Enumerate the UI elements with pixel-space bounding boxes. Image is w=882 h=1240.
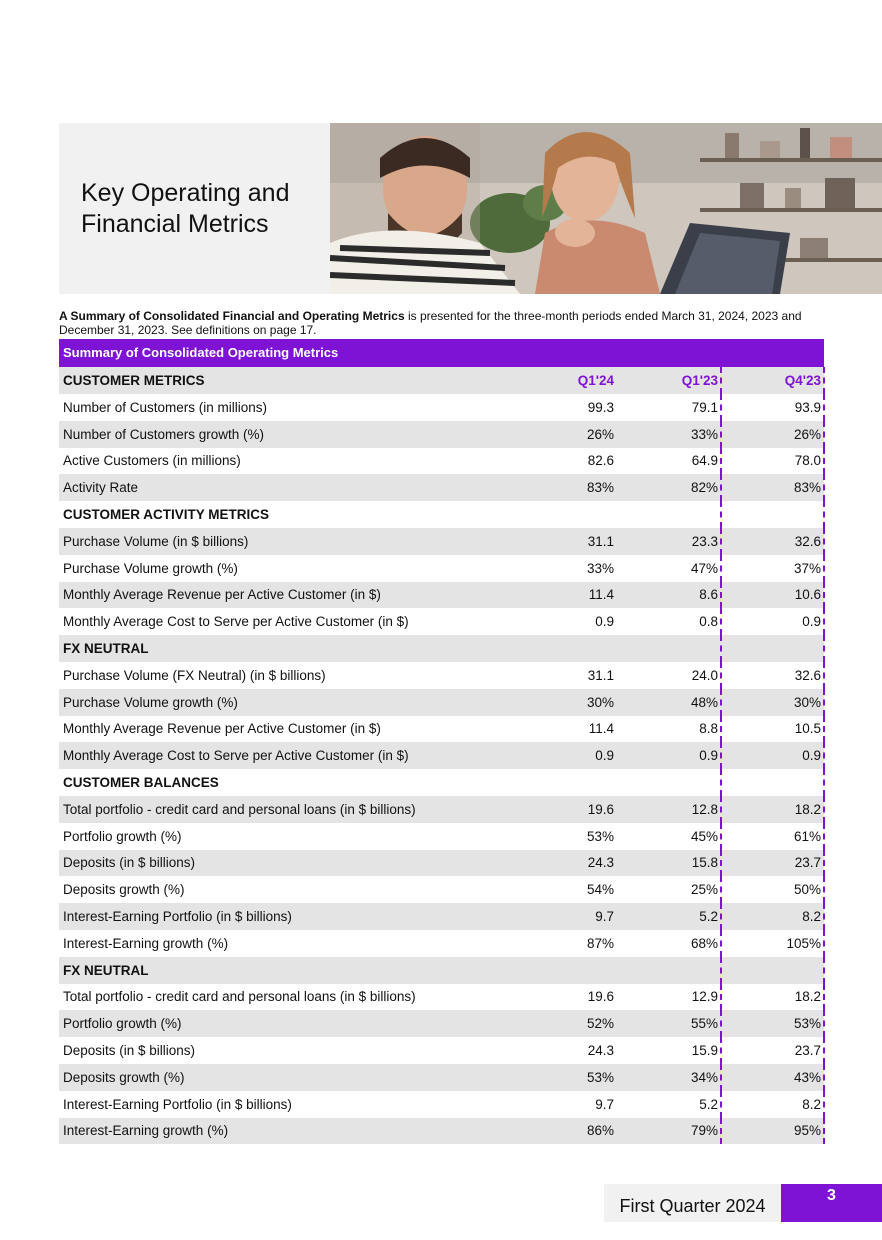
row-label: Purchase Volume growth (%) — [63, 560, 238, 576]
hero-banner — [59, 123, 882, 294]
row-value-3: 43% — [721, 1064, 824, 1091]
metrics-table-panel — [59, 339, 824, 1144]
row-value-2: 79.1 — [625, 394, 721, 421]
row-value-2: 5.2 — [625, 903, 721, 930]
row-value-3: 30% — [721, 689, 824, 716]
section-label: CUSTOMER ACTIVITY METRICS — [63, 507, 270, 523]
table-title: Summary of Consolidated Operating Metrics — [59, 339, 824, 367]
row-value-1 — [559, 769, 625, 796]
row-label: Interest-Earning Portfolio (in $ billions) — [63, 1096, 292, 1112]
intro-bold: A Summary of Consolidated Financial and Operating Metrics — [59, 309, 405, 323]
row-value-3: 26% — [721, 421, 824, 448]
row-value-1: 0.9 — [559, 742, 625, 769]
row-value-2: 8.8 — [625, 716, 721, 743]
row-label: Purchase Volume (in $ billions) — [59, 528, 559, 555]
row-value-2: 64.9 — [625, 448, 721, 475]
table-row — [59, 984, 824, 1011]
section-row — [59, 501, 824, 528]
table-row — [59, 1118, 824, 1145]
row-value-1: 33% — [586, 560, 614, 576]
row-value-2: 47% — [625, 555, 721, 582]
row-value-2: 12.8 — [625, 796, 721, 823]
table-row — [59, 903, 824, 930]
row-value-1: 9.7 — [559, 903, 625, 930]
row-value-1: 24.3 — [587, 1043, 614, 1059]
row-value-3: 61% — [721, 823, 824, 850]
metrics-table — [59, 367, 825, 1144]
row-value-1: 86% — [559, 1118, 625, 1145]
row-value-1: 52% — [559, 1010, 625, 1037]
row-label: Interest-Earning growth (%) — [63, 935, 229, 951]
row-label: Active Customers (in millions) — [63, 453, 241, 469]
row-value-2: 0.9 — [625, 742, 721, 769]
row-value-1: 0.9 — [595, 614, 614, 630]
table-row — [59, 1037, 824, 1064]
row-label: Monthly Average Cost to Serve per Active Customer (in $) — [63, 614, 409, 630]
table-row — [59, 448, 824, 475]
row-value-1: 24.3 — [559, 850, 625, 877]
table-header-row — [59, 367, 824, 394]
row-value-2: 0.8 — [625, 608, 721, 635]
row-value-1: 87% — [586, 935, 614, 951]
row-value-2: 45% — [625, 823, 721, 850]
row-value-3 — [721, 635, 824, 662]
row-value-2: 8.6 — [625, 582, 721, 609]
row-value-1 — [559, 635, 625, 662]
row-value-2: 68% — [625, 930, 721, 957]
row-value-1: 53% — [559, 1064, 625, 1091]
row-value-3: 32.6 — [721, 662, 824, 689]
table-body — [59, 394, 824, 1144]
row-value-3: 23.7 — [721, 850, 824, 877]
row-value-3: 105% — [721, 930, 824, 957]
row-label: Number of Customers (in millions) — [63, 399, 268, 415]
table-row — [59, 394, 824, 421]
section-label: FX NEUTRAL — [59, 957, 559, 984]
row-value-3: 83% — [721, 474, 824, 501]
row-value-2: 23.3 — [625, 528, 721, 555]
row-value-2: 34% — [625, 1064, 721, 1091]
row-value-2: 5.2 — [625, 1091, 721, 1118]
row-value-3: 23.7 — [721, 1037, 824, 1064]
footer-label: First Quarter 2024 — [604, 1184, 781, 1222]
table-row — [59, 555, 824, 582]
table-row — [59, 608, 824, 635]
row-value-2: 12.9 — [625, 984, 721, 1011]
row-value-1: 19.6 — [587, 989, 614, 1005]
section-row — [59, 769, 824, 796]
people-photo-icon — [330, 123, 882, 294]
row-value-1: 31.1 — [587, 667, 614, 683]
row-label: Monthly Average Revenue per Active Customer (in $) — [63, 721, 381, 737]
row-value-1: 9.7 — [595, 1096, 614, 1112]
row-label: Portfolio growth (%) — [63, 828, 182, 844]
table-row — [59, 689, 824, 716]
row-value-1: 82.6 — [587, 453, 614, 469]
row-value-1: 26% — [559, 421, 625, 448]
row-value-3 — [721, 769, 824, 796]
row-value-3: 37% — [721, 555, 824, 582]
row-label: Deposits (in $ billions) — [59, 850, 559, 877]
row-value-1: 99.3 — [587, 399, 614, 415]
table-row — [59, 930, 824, 957]
row-label: Monthly Average Revenue per Active Customer (in $) — [59, 582, 559, 609]
row-label: Deposits (in $ billions) — [63, 1043, 196, 1059]
row-value-3: 0.9 — [721, 608, 824, 635]
row-value-1 — [559, 501, 625, 528]
header-label: CUSTOMER METRICS — [59, 367, 559, 394]
row-label: Deposits growth (%) — [59, 1064, 559, 1091]
row-value-2: 79% — [625, 1118, 721, 1145]
table-row — [59, 796, 824, 823]
row-label: Purchase Volume (FX Neutral) (in $ billions) — [63, 667, 326, 683]
row-label: Portfolio growth (%) — [59, 1010, 559, 1037]
row-label: Total portfolio - credit card and personal loans (in $ billions) — [59, 796, 559, 823]
intro-paragraph — [59, 310, 824, 337]
row-label: Total portfolio - credit card and personal loans (in $ billions) — [63, 989, 416, 1005]
row-value-3: 8.2 — [721, 1091, 824, 1118]
row-value-1: 30% — [559, 689, 625, 716]
row-value-1: 11.4 — [559, 582, 625, 609]
row-value-3 — [721, 501, 824, 528]
row-value-1: 11.4 — [588, 721, 614, 737]
row-value-3: 18.2 — [721, 796, 824, 823]
table-row — [59, 1064, 824, 1091]
row-value-2 — [625, 501, 721, 528]
table-row — [59, 850, 824, 877]
page-title-line1: Key Operating and — [81, 178, 290, 207]
row-label: Deposits growth (%) — [63, 882, 185, 898]
table-row — [59, 716, 824, 743]
section-row — [59, 635, 824, 662]
section-label: FX NEUTRAL — [59, 635, 559, 662]
row-value-2 — [625, 769, 721, 796]
row-value-3 — [721, 957, 824, 984]
row-value-3: 10.6 — [721, 582, 824, 609]
row-label: Monthly Average Cost to Serve per Active Customer (in $) — [59, 742, 559, 769]
page-title-line2: Financial Metrics — [81, 209, 269, 238]
row-value-1: 31.1 — [559, 528, 625, 555]
row-value-3: 53% — [721, 1010, 824, 1037]
table-row — [59, 474, 824, 501]
row-value-2 — [625, 957, 721, 984]
row-value-1: 53% — [586, 828, 614, 844]
header-q1-24: Q1'24 — [559, 367, 625, 394]
row-value-2: 15.8 — [625, 850, 721, 877]
row-value-3: 0.9 — [721, 742, 824, 769]
row-value-2: 82% — [625, 474, 721, 501]
page-title — [81, 178, 289, 240]
row-label: Activity Rate — [59, 474, 559, 501]
row-label: Number of Customers growth (%) — [59, 421, 559, 448]
table-row — [59, 582, 824, 609]
row-value-2: 24.0 — [625, 662, 721, 689]
row-value-3: 32.6 — [721, 528, 824, 555]
row-label: Interest-Earning growth (%) — [59, 1118, 559, 1145]
row-value-3: 50% — [721, 876, 824, 903]
table-row — [59, 876, 824, 903]
hero-title-box — [59, 123, 330, 294]
row-label: Purchase Volume growth (%) — [59, 689, 559, 716]
page-number: 3 — [781, 1184, 882, 1222]
header-q4-23: Q4'23 — [721, 367, 824, 394]
table-row — [59, 1091, 824, 1118]
section-row — [59, 957, 824, 984]
page-footer — [604, 1184, 882, 1222]
table-row — [59, 528, 824, 555]
row-value-3: 93.9 — [721, 394, 824, 421]
intro-text: is presented for the three-month periods ended March 31, 2024, 2023 and December 31, 2023. See definitions on page 17. — [59, 309, 802, 337]
row-value-2: 55% — [625, 1010, 721, 1037]
section-label: CUSTOMER BALANCES — [63, 775, 219, 791]
row-value-2: 33% — [625, 421, 721, 448]
row-value-3: 95% — [721, 1118, 824, 1145]
row-value-2: 48% — [625, 689, 721, 716]
table-row — [59, 1010, 824, 1037]
table-row — [59, 662, 824, 689]
row-value-2 — [625, 635, 721, 662]
row-value-1 — [559, 957, 625, 984]
row-value-2: 15.9 — [625, 1037, 721, 1064]
row-value-3: 10.5 — [721, 716, 824, 743]
row-label: Interest-Earning Portfolio (in $ billions) — [59, 903, 559, 930]
row-value-1: 54% — [586, 882, 614, 898]
header-q1-23: Q1'23 — [625, 367, 721, 394]
table-row — [59, 742, 824, 769]
row-value-1: 19.6 — [559, 796, 625, 823]
row-value-3: 18.2 — [721, 984, 824, 1011]
row-value-3: 8.2 — [721, 903, 824, 930]
row-value-2: 25% — [625, 876, 721, 903]
table-row — [59, 823, 824, 850]
row-value-3: 78.0 — [721, 448, 824, 475]
table-row — [59, 421, 824, 448]
row-value-1: 83% — [559, 474, 625, 501]
